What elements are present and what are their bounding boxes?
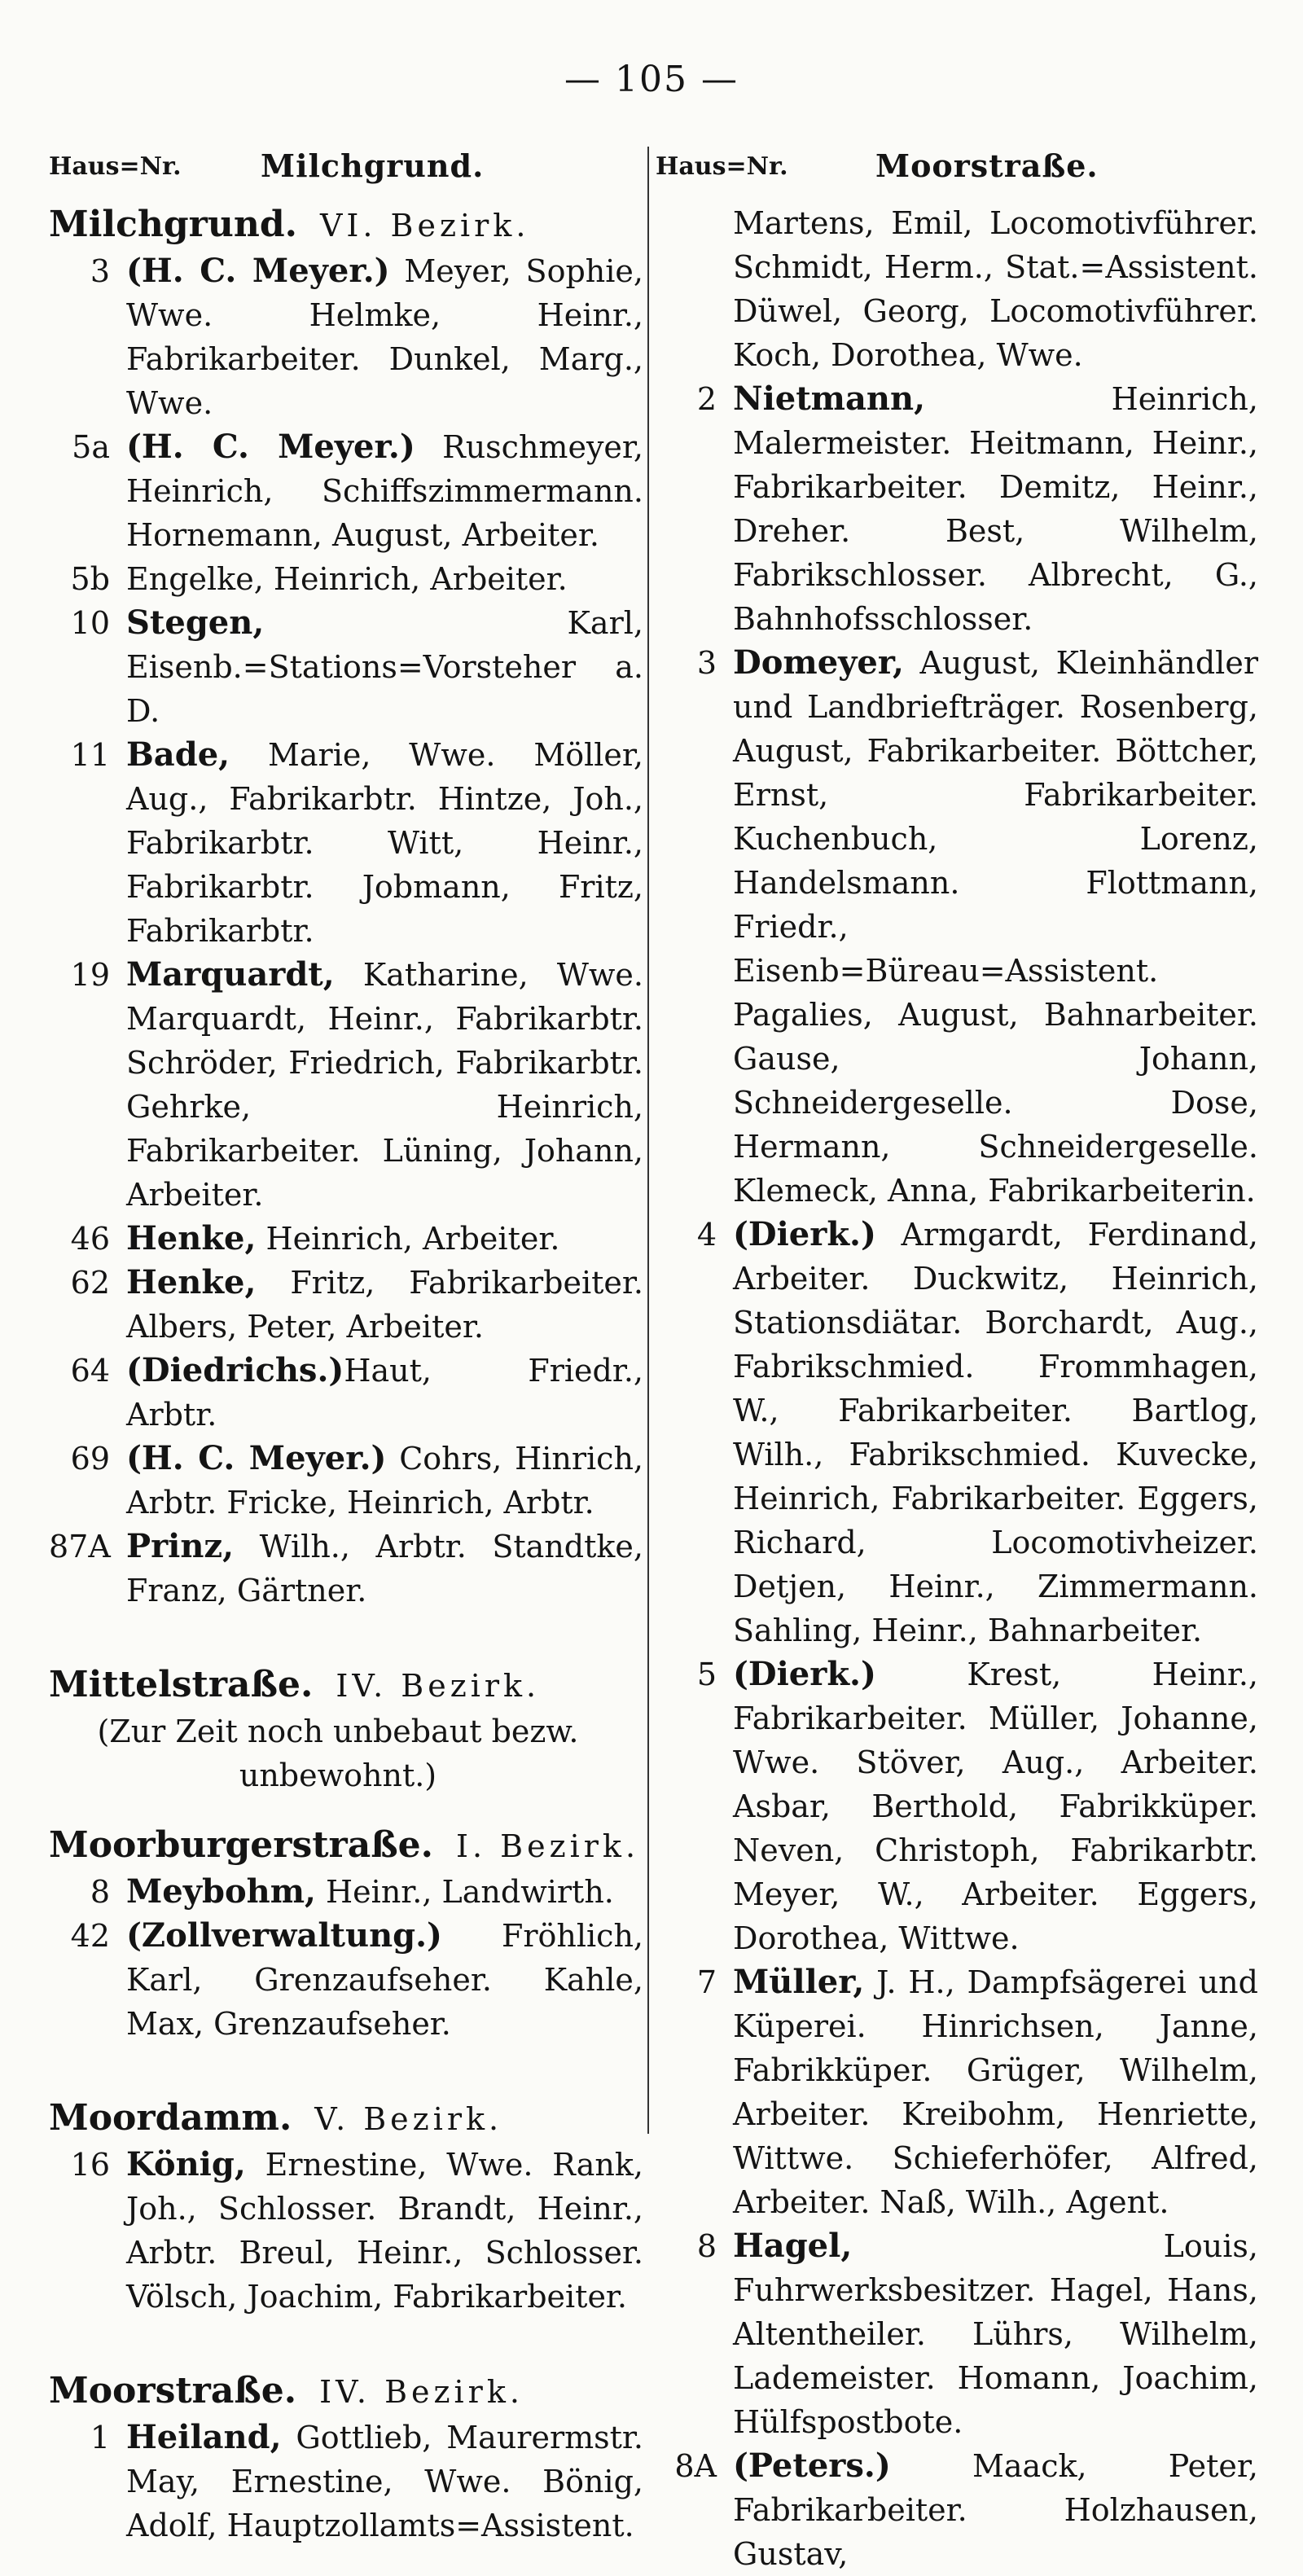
street-name: Moordamm. — [49, 2097, 292, 2139]
district-label: VI. Bezirk. — [319, 208, 530, 244]
owner-name: (Dierk.) — [733, 1215, 876, 1253]
owner-name: (Diedrichs.) — [126, 1351, 344, 1389]
left-column — [49, 143, 643, 2547]
residents: Louis, Fuhrwerksbesitzer. Hagel, Hans, Altentheiler. Lührs, Wilhelm, Lademeister. Homann, Joachim, Hülfspostbote. — [733, 2228, 1258, 2440]
house-number: 3 — [696, 645, 717, 681]
residents: Heinrich, Arbeiter. — [265, 1221, 560, 1257]
house-entry — [49, 1437, 643, 1525]
house-entry — [49, 249, 643, 425]
house-entry — [656, 641, 1258, 1213]
house-entry — [49, 601, 643, 733]
house-entry — [656, 1960, 1258, 2224]
residents: Maack, Peter, Fabrikarbeiter. Holzhausen, Gustav, — [733, 2448, 1258, 2572]
residents: Krest, Heinr., Fabrikarbeiter. Müller, Johanne, Wwe. Stöver, Aug., Arbeiter. Asbar, Berthold, Fabrikküper. Neven, Christoph, Fabrikarbtr. Meyer, W., Arbeiter. Eggers, Dorothea, Wittwe. — [733, 1657, 1258, 1956]
street-note: (Zur Zeit noch unbebaut bezw. unbewohnt.) — [97, 1714, 579, 1793]
street-name: Milchgrund. — [49, 204, 297, 245]
owner-name: Henke, — [126, 1219, 257, 1257]
residents: Engelke, Heinrich, Arbeiter. — [126, 561, 568, 597]
residents: Ernestine, Wwe. Rank, Joh., Schlosser. Brandt, Heinr., Arbtr. Breul, Heinr., Schlosser. Völsch, Joachim, Fabrikarbeiter. — [126, 2147, 643, 2315]
house-number: 2 — [696, 381, 717, 417]
owner-name: Marquardt, — [126, 955, 335, 994]
street-name: Mittelstraße. — [49, 1664, 314, 1705]
house-entry — [49, 1870, 643, 1914]
house-entry — [49, 1261, 643, 1349]
continued-entry: Martens, Emil, Locomotivführer. Schmidt, Herm., Stat.=Assistent. Düwel, Georg, Locomotivführer. Koch, Dorothea, Wwe. — [733, 205, 1258, 373]
running-title: Milchgrund. — [261, 147, 485, 184]
owner-name: Heiland, — [126, 2418, 282, 2456]
residents: Heinr., Landwirth. — [326, 1874, 614, 1910]
house-entry — [49, 1217, 643, 1261]
street-heading — [49, 201, 643, 249]
owner-name: Henke, — [126, 1263, 257, 1301]
residents: Karl, Eisenb.=Stations=Vorsteher a. D. — [126, 605, 643, 729]
house-entry — [49, 425, 643, 557]
owner-name: Nietmann, — [733, 380, 926, 418]
owner-name: Prinz, — [126, 1527, 235, 1565]
residents: Ruschmeyer, Heinrich, Schiffszimmermann. Hornemann, August, Arbeiter. — [126, 429, 643, 553]
street-name: Moorstraße. — [49, 2370, 297, 2411]
house-number: 5 — [696, 1657, 717, 1692]
house-entry — [49, 1349, 643, 1437]
house-entry — [656, 1213, 1258, 1652]
residents: Cohrs, Hinrich, Arbtr. Fricke, Heinrich, Arbtr. — [126, 1441, 643, 1521]
owner-name: Bade, — [126, 735, 230, 774]
owner-name: (H. C. Meyer.) — [126, 428, 415, 466]
house-entry — [656, 2444, 1258, 2576]
house-number: 8A — [674, 2448, 717, 2484]
house-number: 62 — [70, 1265, 110, 1301]
house-number: 10 — [70, 605, 110, 641]
residents: Wilh., Arbtr. Standtke, Franz, Gärtner. — [126, 1529, 643, 1608]
page-number: — 105 — — [564, 59, 739, 100]
owner-name: Müller, — [733, 1963, 865, 2001]
owner-name: König, — [126, 2145, 246, 2183]
residents: Katharine, Wwe. Marquardt, Heinr., Fabrikarbtr. Schröder, Friedrich, Fabrikarbtr. Gehrke, Heinrich, Fabrikarbeiter. Lüning, Johann, Arbeiter. — [126, 957, 643, 1213]
owner-name: Domeyer, — [733, 643, 904, 682]
house-number: 8 — [90, 1874, 110, 1910]
house-number: 1 — [90, 2420, 110, 2455]
owner-name: (Dierk.) — [733, 1655, 876, 1693]
house-entry — [656, 1652, 1258, 1960]
district-label: IV. Bezirk. — [336, 1668, 541, 1704]
column-divider — [647, 147, 649, 2134]
house-number: 69 — [70, 1441, 110, 1477]
owner-name: Hagel, — [733, 2227, 853, 2265]
house-entry — [49, 2143, 643, 2319]
residents: Haut, Friedr., Arbtr. — [126, 1353, 643, 1433]
street-heading — [49, 2368, 643, 2416]
house-number: 5b — [70, 561, 110, 597]
district-label: I. Bezirk. — [456, 1828, 640, 1864]
house-entry — [49, 557, 643, 601]
running-head-left — [49, 143, 643, 201]
owner-name: (Zollverwaltung.) — [126, 1916, 442, 1955]
house-number: 46 — [70, 1221, 110, 1257]
house-entry — [49, 1525, 643, 1613]
house-number: 5a — [72, 429, 110, 465]
owner-name: Stegen, — [126, 603, 265, 642]
residents: Gottlieb, Maurermstr. May, Ernestine, Wwe. Bönig, Adolf, Hauptzollamts=Assistent. — [126, 2420, 643, 2543]
house-number: 11 — [70, 737, 110, 773]
house-number-label: Haus=Nr. — [49, 152, 182, 181]
house-entry — [49, 2416, 643, 2547]
residents: August, Kleinhändler und Landbriefträger. Rosenberg, August, Fabrikarbeiter. Böttcher, Ernst, Fabrikarbeiter. Kuchenbuch, Lorenz, Handelsmann. Flottmann, Friedr., Eisenb=Büreau=Assistent. Pagalies, August, Bahnarbeiter. Gause, Johann, Schneidergeselle. Dose, Hermann, Schneidergeselle. Klemeck, Anna, Fabrikarbeiterin. — [733, 645, 1258, 1209]
owner-name: (Peters.) — [733, 2447, 891, 2485]
house-entry — [49, 733, 643, 953]
street-name: Moorburgerstraße. — [49, 1824, 433, 1866]
house-number: 8 — [696, 2228, 717, 2264]
house-entry — [49, 1914, 643, 2046]
house-number: 64 — [70, 1353, 110, 1389]
residents: Fritz, Fabrikarbeiter. Albers, Peter, Arbeiter. — [126, 1265, 643, 1345]
owner-name: (H. C. Meyer.) — [126, 252, 390, 290]
residents: Heinrich, Malermeister. Heitmann, Heinr., Fabrikarbeiter. Demitz, Heinr., Dreher. Best, Wilhelm, Fabrikschlosser. Albrecht, G., Bahnhofsschlosser. — [733, 381, 1258, 637]
house-number: 19 — [70, 957, 110, 993]
running-title: Moorstraße. — [875, 147, 1099, 184]
residents: Meyer, Sophie, Wwe. Helmke, Heinr., Fabrikarbeiter. Dunkel, Marg., Wwe. — [126, 253, 643, 421]
owner-name: (H. C. Meyer.) — [126, 1439, 387, 1477]
house-entry — [656, 377, 1258, 641]
house-number-label: Haus=Nr. — [656, 152, 788, 181]
house-entry — [656, 2224, 1258, 2444]
residents: J. H., Dampfsägerei und Küperei. Hinrichsen, Janne, Fabrikküper. Grüger, Wilhelm, Arbeiter. Kreibohm, Henriette, Wittwe. Schieferhöfer, Alfred, Arbeiter. Naß, Wilh., Agent. — [733, 1964, 1258, 2220]
residents: Armgardt, Ferdinand, Arbeiter. Duckwitz, Heinrich, Stationsdiätar. Borchardt, Aug., Fabrikschmied. Frommhagen, W., Fabrikarbeiter. Bartlog, Wilh., Fabrikschmied. Kuvecke, Heinrich, Fabrikarbeiter. Eggers, Richard, Locomotivheizer. Detjen, Heinr., Zimmermann. Sahling, Heinr., Bahnarbeiter. — [733, 1217, 1258, 1648]
street-heading — [49, 1661, 643, 1709]
owner-name: Meybohm, — [126, 1872, 316, 1911]
district-label: V. Bezirk. — [314, 2101, 503, 2137]
residents: Fröhlich, Karl, Grenzaufseher. Kahle, Max, Grenzaufseher. — [126, 1918, 643, 2042]
residents: Marie, Wwe. Möller, Aug., Fabrikarbtr. Hintze, Joh., Fabrikarbtr. Witt, Heinr., Fabrikarbtr. Jobmann, Fritz, Fabrikarbtr. — [126, 737, 643, 949]
house-number: 42 — [70, 1918, 110, 1954]
house-number: 3 — [90, 253, 110, 289]
house-number: 7 — [696, 1964, 717, 2000]
house-number: 4 — [696, 1217, 717, 1253]
house-number: 16 — [70, 2147, 110, 2183]
street-heading — [49, 2095, 643, 2143]
street-heading — [49, 1822, 643, 1870]
house-number: 87A — [49, 1529, 111, 1564]
district-label: IV. Bezirk. — [319, 2374, 524, 2410]
running-head-right — [656, 143, 1258, 201]
house-entry — [49, 953, 643, 1217]
